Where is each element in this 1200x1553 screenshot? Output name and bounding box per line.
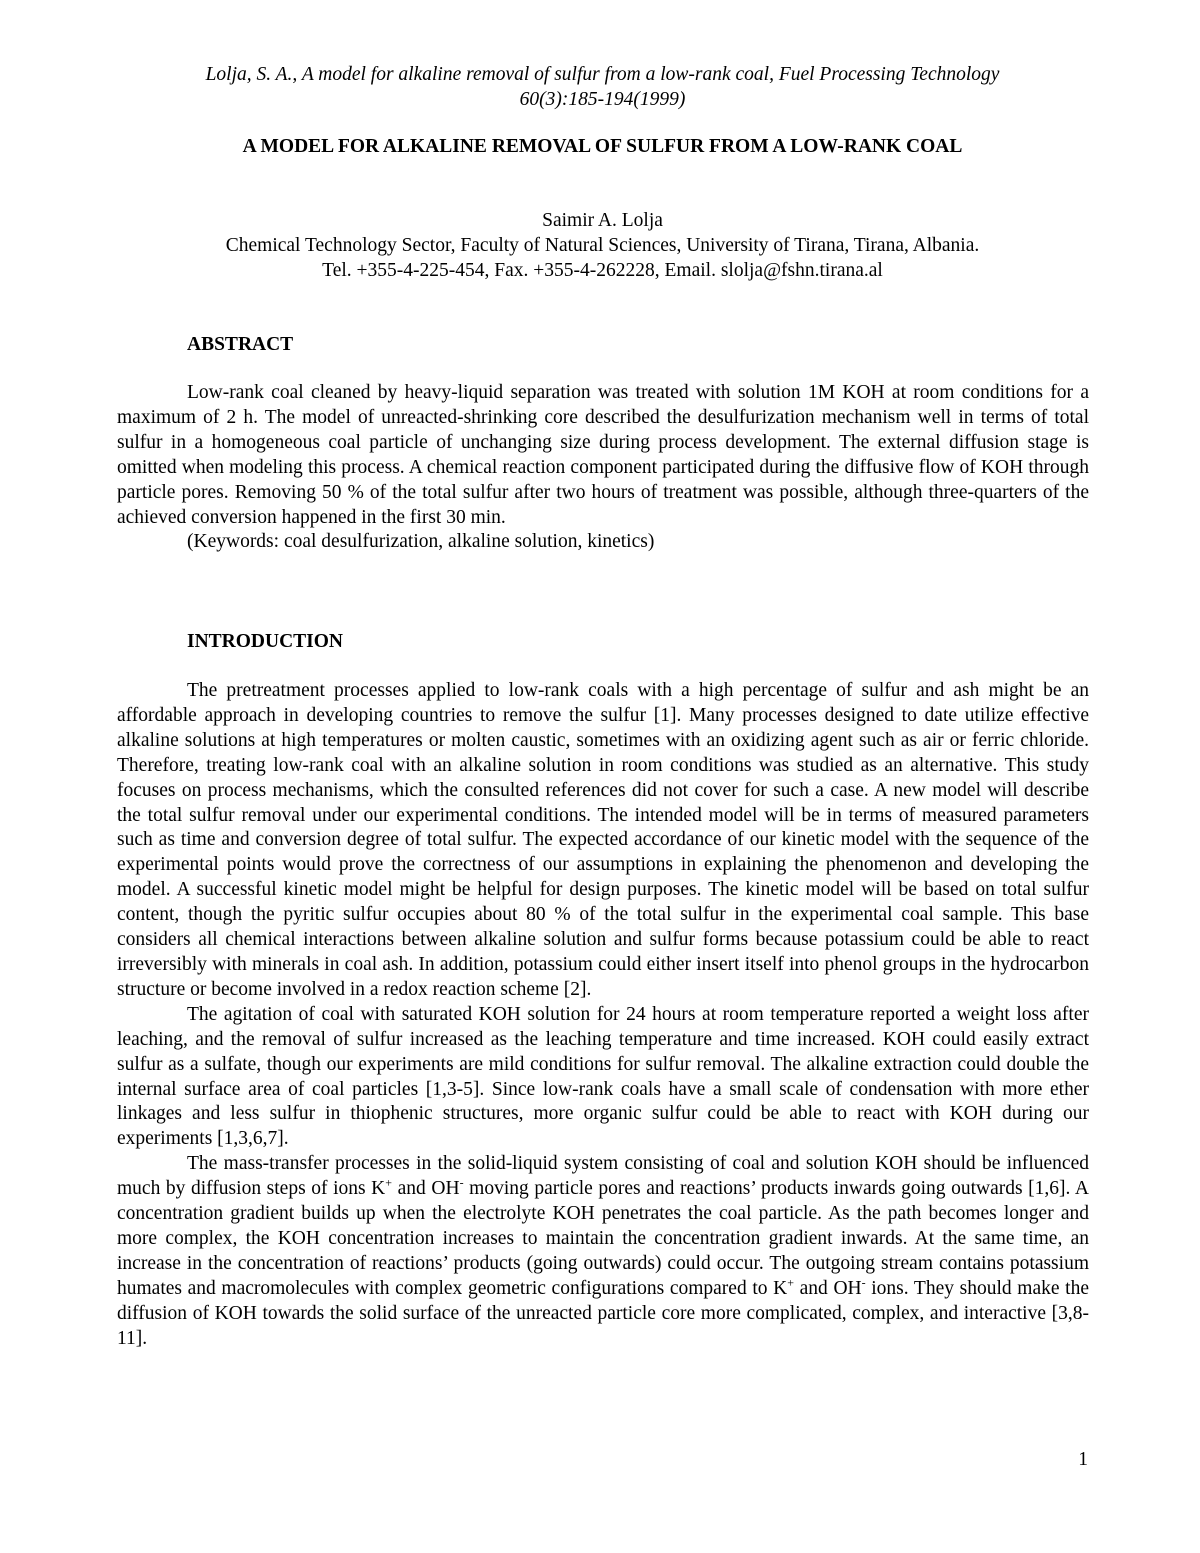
p3-text-5: ions. They should make the diffusion of KOH towards the solid surface of the unreacted particle core more complicated, complex, and interactive [3,8-11].: [117, 1277, 1089, 1349]
intro-paragraph-1: The pretreatment processes applied to low-rank coals with a high percentage of sulfur and ash might be an affordable approach in developing countries to remove the sulfur [1]. Many processes designed to date utilize effective alkaline solutions at high temperatures or molten caustic, sometimes with an oxidizing agent such as air or ferric chloride. Therefore, treating low-rank coal with an alkaline solution in room conditions was studied as an alternative. This study focuses on process mechanisms, which the consulted references did not cover for such a case. A new model will describe the total sulfur removal under our experimental conditions. The intended model will be in terms of measured parameters such as time and conversion degree of total sulfur. The expected accordance of our kinetic model with the sequence of the experimental points would prove the correctness of our assumptions in explaining the phenomenon and developing the model. A successful kinetic model might be helpful for design purposes. The kinetic model will be based on total sulfur content, though the pyritic sulfur occupies about 80 % of the total sulfur in the experimental coal sample. This base considers all chemical interactions between alkaline solution and sulfur forms because potassium could be able to react irreversibly with minerals in coal ash. In addition, potassium could either insert itself into phenol groups in the hydrocarbon structure or become involved in a redox reaction scheme [2].: [117, 680, 1089, 1000]
hydroxide-ion-charge: -: [459, 1175, 464, 1190]
citation-line-2: 60(3):185-194(1999): [519, 89, 686, 110]
hydroxide-ion-charge-2: -: [861, 1275, 866, 1290]
citation-line-1: Lolja, S. A., A model for alkaline removal of sulfur from a low-rank coal, Fuel Processing Technology: [205, 64, 1000, 85]
potassium-ion-charge: +: [385, 1175, 393, 1190]
p3-text-3: moving particle pores and reactions’ products inwards going outwards [1,6]. A concentration gradient builds up when the electrolyte KOH penetrates the coal particle. As the path becomes longer and more complex, the KOH concentration increases to maintain the concentration gradient inwards. At the same time, an increase in the concentration of reactions’ products (going outwards) could occur. The outgoing stream contains potassium humates and macromolecules with complex geometric configurations compared to K: [117, 1178, 1090, 1299]
author-block: [110, 208, 1095, 283]
intro-paragraph-2: The agitation of coal with saturated KOH solution for 24 hours at room temperature reported a weight loss after leaching, and the removal of sulfur increased as the leaching temperature and time increased. KOH could easily extract sulfur as a sulfate, though our experiments are mild conditions for sulfur removal. The alkaline extraction could double the internal surface area of coal particles [1,3-5]. Since low-rank coals have a small scale of condensation with more ether linkages and less sulfur in thiophenic structures, more organic sulfur could be able to react with KOH during our experiments [1,3,6,7].: [117, 1003, 1089, 1150]
p3-text-2: and OH: [392, 1178, 460, 1200]
paper-title: A MODEL FOR ALKALINE REMOVAL OF SULFUR FROM A LOW-RANK COAL: [242, 136, 963, 157]
abstract-paragraph: Low-rank coal cleaned by heavy-liquid separation was treated with solution 1M KOH at room conditions for a maximum of 2 h. The model of unreacted-shrinking core described the desulfurization mechanism well in terms of total sulfur in a homogeneous coal particle of unchanging size during process development. The external diffusion stage is omitted when modeling this process. A chemical reaction component participated during the diffusive flow of KOH through particle pores. Removing 50 % of the total sulfur after two hours of treatment was possible, although three-quarters of the achieved conversion happened in the first 30 min.: [117, 382, 1089, 528]
p3-text-4: and OH: [794, 1277, 862, 1299]
introduction-heading: INTRODUCTION: [187, 631, 344, 652]
citation-header: [110, 62, 1095, 112]
p3-text-1: The mass-transfer processes in the solid-liquid system consisting of coal and solution KOH should be influenced much by diffusion steps of ions K: [117, 1153, 1089, 1200]
page-number: 1: [1078, 1449, 1088, 1470]
author-name: Saimir A. Lolja: [542, 210, 663, 231]
abstract-section: [117, 381, 1089, 555]
keywords-line: (Keywords: coal desulfurization, alkaline solution, kinetics): [187, 531, 655, 553]
introduction-section: [117, 679, 1089, 1351]
intro-paragraph-3: [117, 1152, 1089, 1351]
potassium-ion-charge-2: +: [787, 1275, 795, 1290]
abstract-heading: ABSTRACT: [187, 334, 294, 355]
author-affiliation: Chemical Technology Sector, Faculty of Natural Sciences, University of Tirana, Tirana, Albania.: [225, 235, 980, 256]
author-contact: Tel. +355-4-225-454, Fax. +355-4-262228, Email. slolja@fshn.tirana.al: [322, 260, 883, 281]
